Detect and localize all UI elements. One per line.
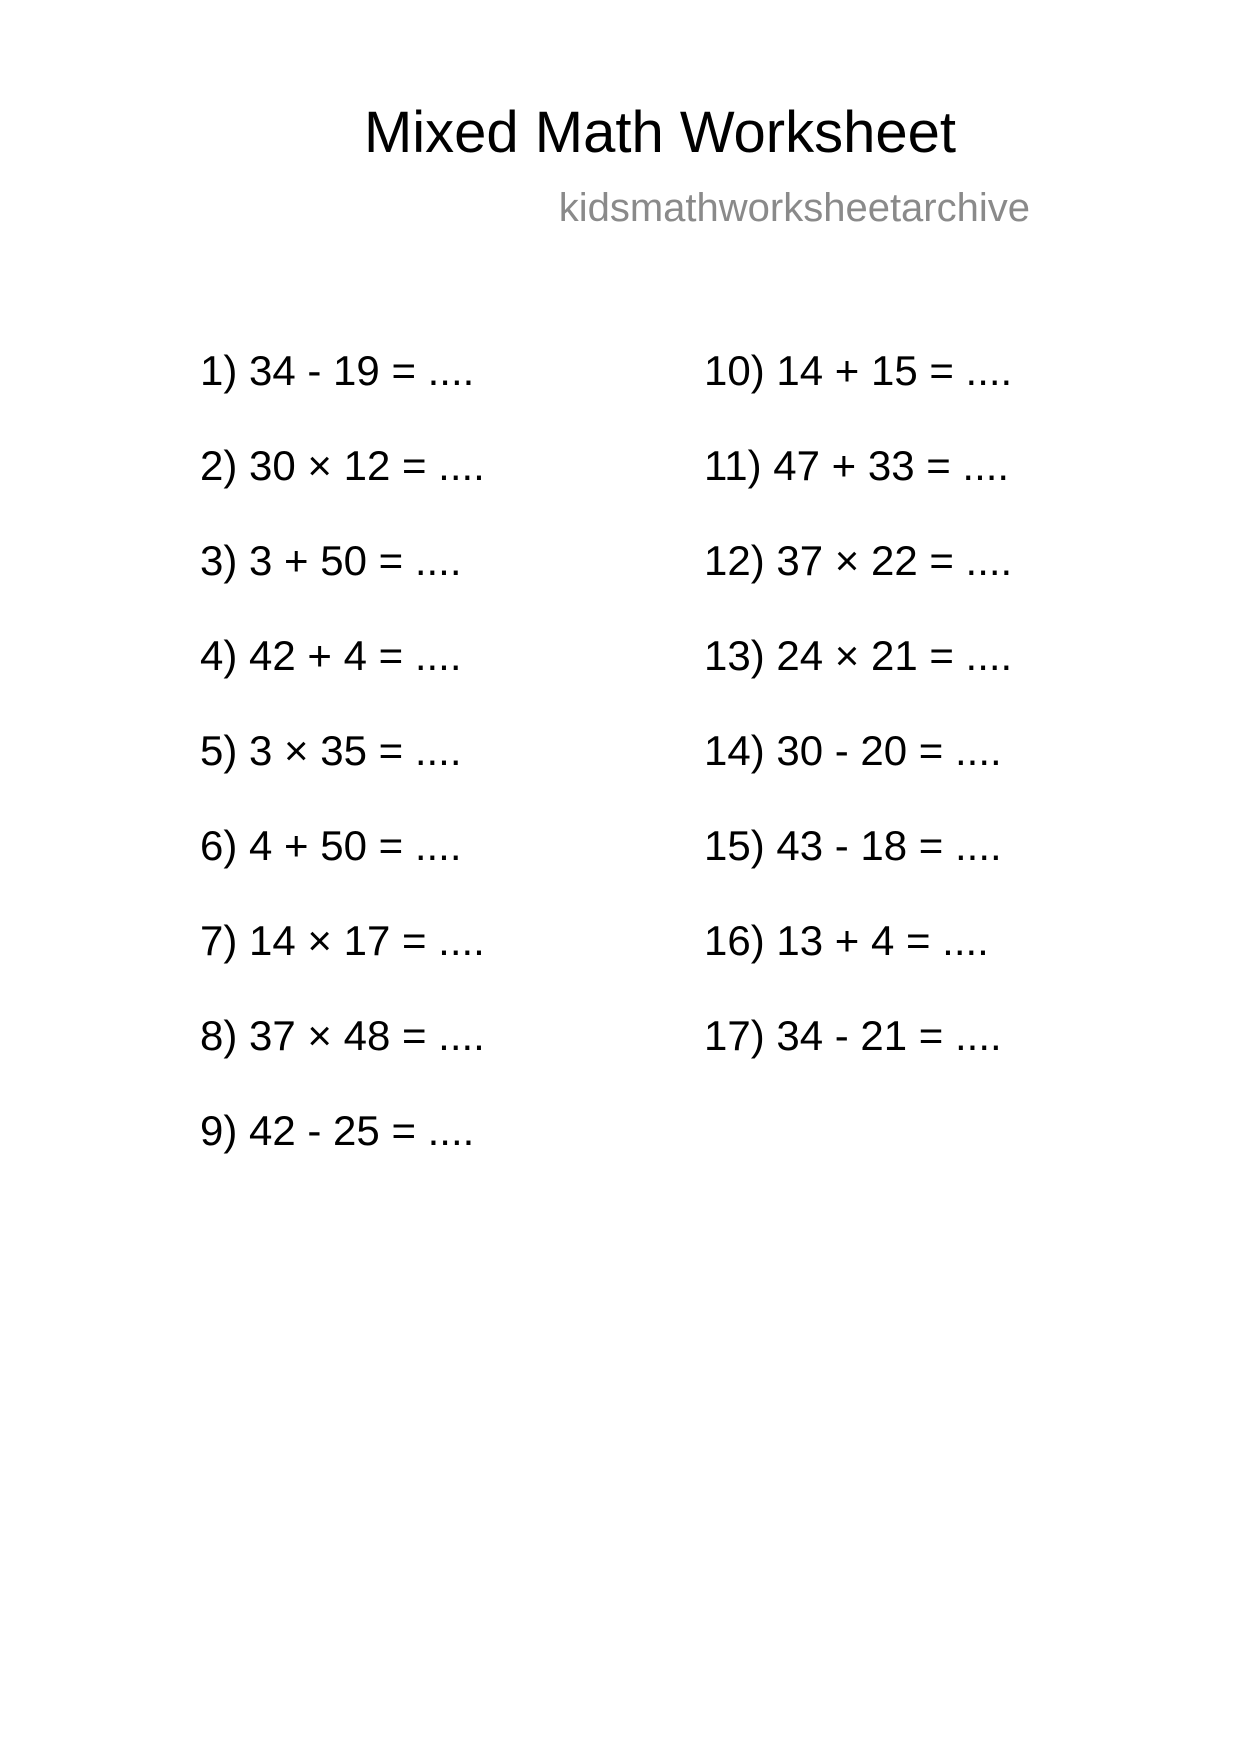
problem-item: 16) 13 + 4 = .... — [704, 917, 989, 964]
problem-item: 9) 42 - 25 = .... — [200, 1107, 475, 1154]
problem-item: 4) 42 + 4 = .... — [200, 632, 462, 679]
problem-item: 15) 43 - 18 = .... — [704, 822, 1002, 869]
problem-item: 7) 14 × 17 = .... — [200, 917, 485, 964]
problem-item: 14) 30 - 20 = .... — [704, 727, 1002, 774]
problems-column-right — [704, 347, 1012, 1107]
problem-item: 5) 3 × 35 = .... — [200, 727, 462, 774]
worksheet-title: Mixed Math Worksheet — [363, 100, 957, 165]
problem-item: 13) 24 × 21 = .... — [704, 632, 1013, 679]
problem-item: 3) 3 + 50 = .... — [200, 537, 462, 584]
problem-item: 8) 37 × 48 = .... — [200, 1012, 485, 1059]
source-label: kidsmathworksheetarchive — [558, 186, 1030, 230]
problem-item: 10) 14 + 15 = .... — [704, 347, 1013, 394]
problem-item: 11) 47 + 33 = .... — [704, 442, 1010, 489]
problem-item: 6) 4 + 50 = .... — [200, 822, 462, 869]
problem-item: 17) 34 - 21 = .... — [704, 1012, 1002, 1059]
problem-item: 1) 34 - 19 = .... — [200, 347, 475, 394]
problem-item: 2) 30 × 12 = .... — [200, 442, 485, 489]
problems-column-left — [200, 347, 485, 1202]
problem-item: 12) 37 × 22 = .... — [704, 537, 1013, 584]
